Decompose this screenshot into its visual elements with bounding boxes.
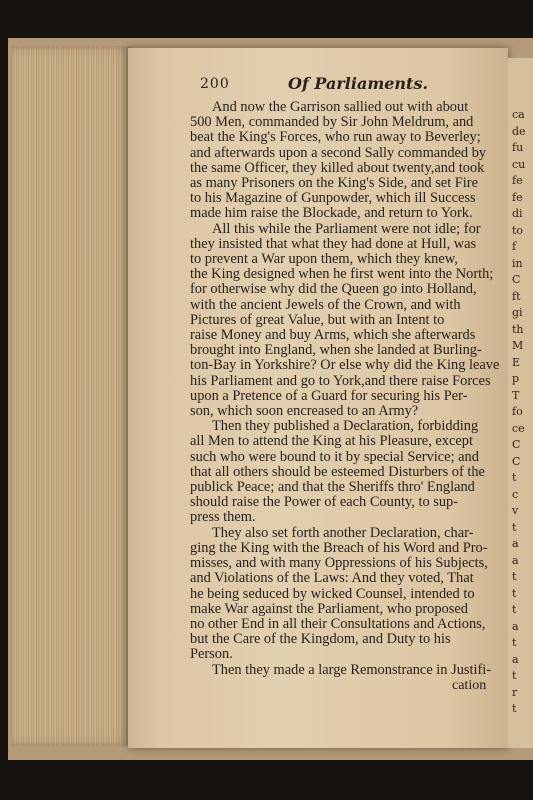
facing-page-fragment: E (512, 355, 521, 369)
text-line: that all others should be esteemed Disturbers of the (190, 463, 485, 480)
facing-page-fragment: a (512, 619, 519, 633)
text-line: brought into England, when she landed at Burling- (190, 342, 482, 359)
facing-page-fragment: fe (512, 190, 523, 204)
text-line: for otherwise why did the Queen go into Holland, (190, 281, 477, 298)
text-line: Person. (190, 646, 233, 663)
facing-page-fragment: cu (512, 157, 526, 171)
page-number: 200 (200, 76, 230, 92)
body-text (190, 99, 500, 678)
text-line: Pictures of great Value, but with an Intent to (190, 311, 445, 328)
facing-page-fragment: r (512, 685, 518, 699)
facing-page (508, 58, 533, 748)
text-line: misses, and with many Oppressions of his Subjects, (190, 555, 488, 572)
facing-page-fragment: C (512, 454, 521, 468)
text-line: but the Care of the Kingdom, and Duty to his (190, 631, 451, 648)
facing-page-fragment: t (512, 636, 517, 649)
text-line: raise Money and buy Arms, which she afterwards (190, 327, 476, 344)
text-line: Then they published a Declaration, forbidding (212, 418, 479, 435)
facing-page-fragment: t (512, 603, 517, 616)
facing-page-fragment: fo (512, 405, 523, 418)
text-line: son, which soon encreased to an Army? (190, 403, 419, 420)
text-line: publick Peace; and that the Sheriffs thro' England (190, 479, 475, 496)
page-header (200, 74, 500, 96)
text-line: to prevent a War upon them, which they knew, (190, 251, 458, 268)
facing-page-fragment: f (512, 240, 517, 253)
text-line: such who were bound to it by special Service; and (190, 448, 479, 465)
text-line: they insisted that what they had done at Hull, was (190, 235, 477, 252)
facing-page-fragment: T (512, 388, 520, 402)
text-line: the King designed when he first went into the North; (190, 266, 494, 283)
facing-page-fragment: to (512, 223, 524, 237)
text-line: with the ancient Jewels of the Crown, and with (190, 296, 461, 313)
text-line: his Parliament and go to York,and there raise Forces (190, 372, 491, 389)
facing-page-fragment: t (512, 702, 517, 715)
text-line: upon a Pretence of a Guard for securing his Per- (190, 387, 468, 404)
facing-page-fragment: t (512, 471, 517, 484)
facing-page-fragment: a (512, 652, 519, 666)
text-line: made him raise the Blockade, and return to York. (190, 205, 473, 222)
page-edges (12, 46, 132, 746)
text-line: ging the King with the Breach of his Word and Pro- (190, 539, 488, 556)
facing-page-fragment: t (512, 586, 517, 600)
facing-page-fragment: in (512, 256, 523, 270)
facing-page-fragment: ft (512, 289, 521, 303)
facing-page-fragment: C (512, 273, 521, 286)
text-line: And now the Garrison sallied out with about (212, 99, 469, 115)
facing-page-fragment: c (512, 487, 519, 501)
text-line: no other End in all their Consultations and Actions, (190, 615, 486, 632)
text-line: he being seduced by wicked Counsel, intended to (190, 585, 475, 602)
facing-page-fragment: fe (512, 174, 523, 187)
facing-page-fragment: v (512, 504, 519, 517)
facing-page-fragment: ca (512, 108, 525, 121)
text-line: ton-Bay in Yorkshire? Or else why did the King leave (190, 357, 500, 374)
facing-page-fragment: gi (512, 306, 523, 319)
facing-page-fragment: a (512, 553, 519, 567)
text-line: beat the King's Forces, who run away to Beverley; (190, 129, 481, 146)
text-line: and afterwards upon a second Sally commanded by (190, 144, 487, 161)
facing-page-fragment: C (512, 438, 521, 451)
text-line: press them. (190, 509, 256, 526)
facing-page-fragment: t (512, 570, 517, 583)
text-line: all Men to attend the King at his Pleasure, except (190, 433, 473, 450)
facing-page-fragment: fu (512, 141, 524, 154)
text-line: as many Prisoners on the King's Side, and set Fire (190, 175, 478, 192)
text-line: make War against the Parliament, who proposed (190, 600, 468, 617)
facing-page-fragment: di (512, 207, 523, 220)
facing-page-fragment: p (512, 372, 520, 385)
text-line: All this while the Parliament were not idle; for (212, 220, 481, 237)
facing-page-fragment: t (512, 520, 517, 534)
text-line: and Violations of the Laws: And they voted, That (190, 570, 474, 587)
text-line: 500 Men, commanded by Sir John Meldrum, and (190, 114, 474, 131)
catchword: cation (452, 678, 487, 693)
text-line: to his Magazine of Gunpowder, which ill Success (190, 190, 476, 207)
facing-page-fragment: M (512, 339, 524, 352)
running-head: Of Parliaments. (288, 74, 429, 93)
facing-page-fragment: t (512, 669, 517, 682)
text-line: They also set forth another Declaration, char- (212, 524, 474, 541)
facing-page-fragment: a (512, 537, 519, 550)
text-line: the same Officer, they killed about twenty,and took (190, 159, 485, 176)
facing-page-fragment: de (512, 124, 526, 138)
facing-page-fragment: th (512, 322, 524, 336)
facing-page-fragment: ce (512, 421, 525, 435)
text-line: should raise the Power of each County, to sup- (190, 494, 459, 511)
text-line: Then they made a large Remonstrance in Justifi- (212, 661, 492, 678)
